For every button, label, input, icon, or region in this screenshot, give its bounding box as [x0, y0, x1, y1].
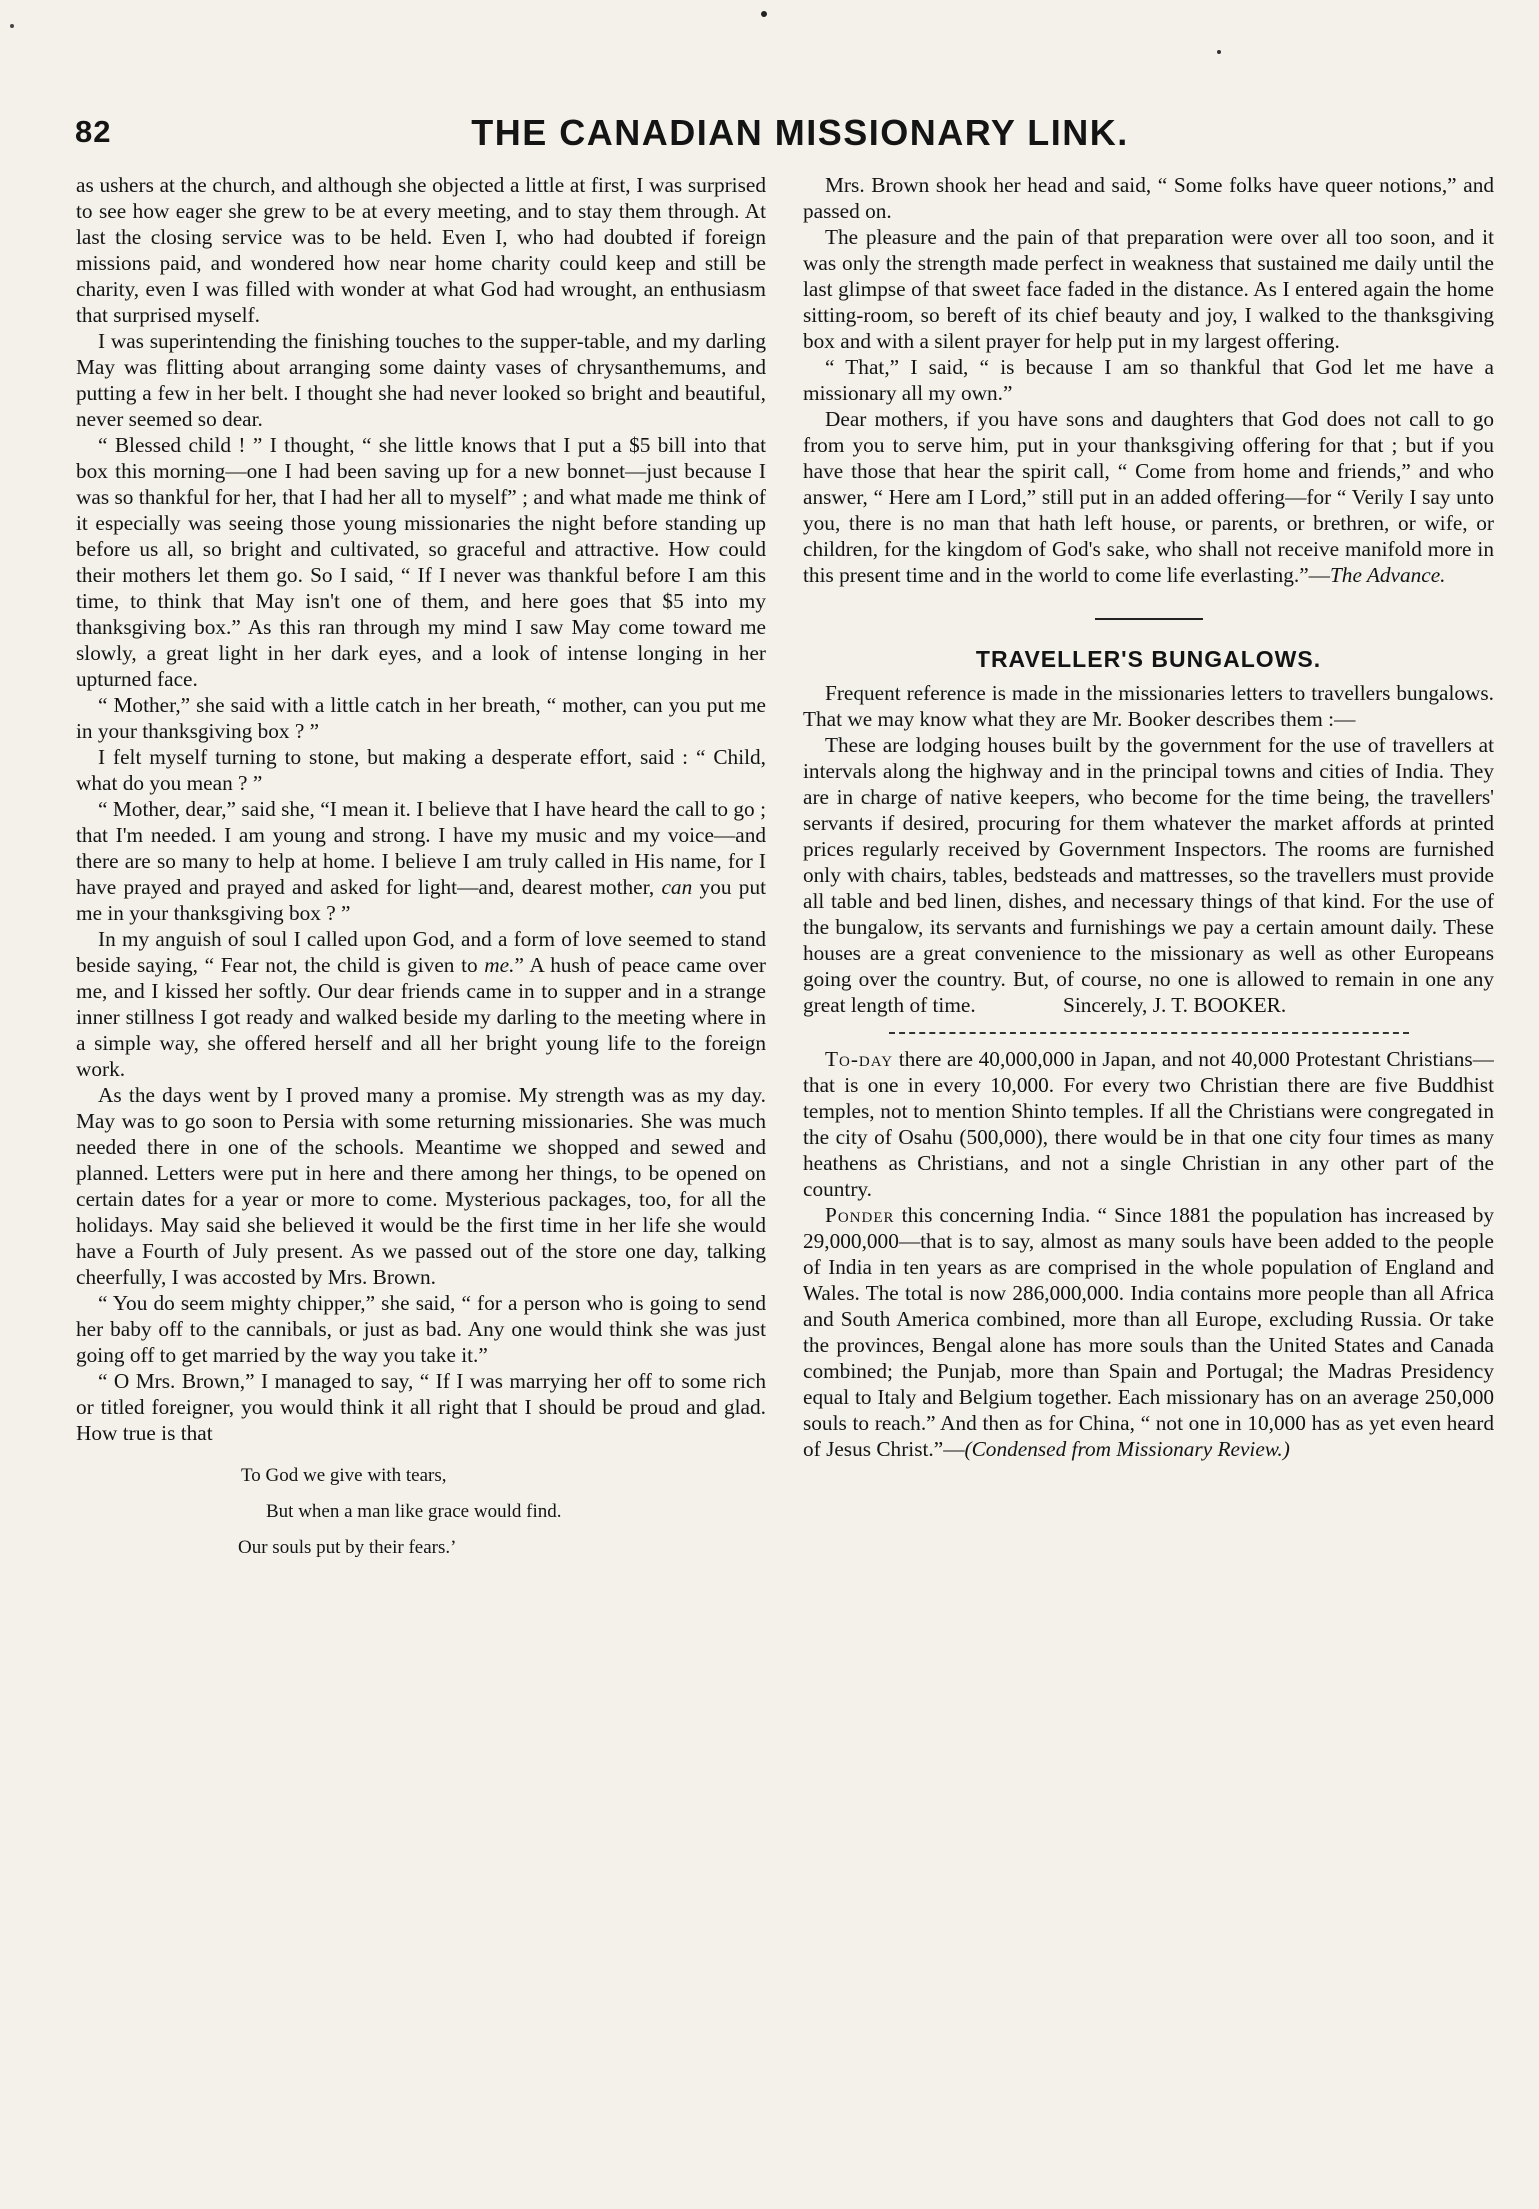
verse: [76, 1458, 766, 1566]
signoff: Sincerely, J. T. BOOKER.: [1063, 993, 1287, 1017]
page-number: 82: [75, 114, 112, 149]
paragraph: As the days went by I proved many a promise. My strength was as my day. May was to go soon to Persia with some returning missionaries. She was much needed there in one of the schools. Meantime we shopped and sewed and planned. Letters were put in here and there among her things, to be opened on certain dates for a year or more to come. Mysterious packages, too, for all the holidays. May said she believed it would be the first time in her life she would have a Fourth of July present. As we passed out of the store one day, talking cheerfully, I was accosted by Mrs. Brown.: [76, 1083, 766, 1289]
text-run: you put me in your thanksgiving box ? ”: [76, 875, 766, 925]
paragraph: “ You do seem mighty chipper,” she said, “ for a person who is going to send her baby off to the cannibals, or just as bad. Any one would think she was just going off to get married by the way you take it.”: [76, 1291, 766, 1367]
paragraph: [76, 796, 766, 926]
text-run: there are 40,000,000 in Japan, and not 40,000 Protestant Christians—that is one in every 10,000. For every two Christian there are five Buddhist temples, not to mention Shinto temples. If all the Christians were congregated in the city of Osahu (500,000), there would be in that one city four times as many heathens as Christians, and not a single Christian in any other part of the country.: [803, 1047, 1494, 1201]
paragraph: Frequent reference is made in the missionaries letters to travellers bungalows. That we may know what they are Mr. Booker describes them :—: [803, 681, 1494, 731]
journal-title: THE CANADIAN MISSIONARY LINK.: [471, 112, 1129, 153]
lead-word: To-day: [825, 1047, 894, 1071]
paragraph: “ Blessed child ! ” I thought, “ she little knows that I put a $5 bill into that box this morning—one I had been saving up for a new bonnet—just because I was so thankful for her, that I had her all to myself” ; and what made me think of it especially was seeing those young missionaries the night before standing up before us all, so bright and cultivated, so graceful and attractive. How could their mothers let them go. So I said, “ If I never was thankful before I am this time, to think that May isn't one of them, and here goes that $5 into my thanksgiving box.” As this ran through my mind I saw May come toward me slowly, a great light in her dark eyes, and a look of intense longing in her upturned face.: [76, 433, 766, 691]
paragraph: I was superintending the finishing touches to the supper-table, and my darling May was flitting about arranging some dainty vases of chrysanthemums, and putting a few in her belt. I thought she had never looked so bright and beautiful, never seemed so dear.: [76, 329, 766, 431]
paragraph: Mrs. Brown shook her head and said, “ Some folks have queer notions,” and passed on.: [803, 173, 1494, 223]
italic-text: The Advance.: [1329, 563, 1446, 587]
paragraph: “ That,” I said, “ is because I am so thankful that God let me have a missionary all my own.”: [803, 355, 1494, 405]
paragraph: I felt myself turning to stone, but making a desperate effort, said : “ Child, what do you mean ? ”: [76, 745, 766, 795]
verse-line: Our souls put by their fears.’: [238, 1537, 457, 1558]
italic-text: (Condensed from Missionary Review.): [964, 1437, 1290, 1461]
text-run: These are lodging houses built by the government for the use of travellers at intervals along the highway and in the principal towns and cities of India. They are in charge of native keepers, who become for the time being, the travellers' servants if desired, procuring for them whatever the market affords at printed prices regularly received by Government Inspectors. The rooms are furnished only with chairs, tables, bedsteads and mattresses, so the travellers must provide all table and bed linen, dishes, and necessary things of that kind. For the use of the bungalow, its servants and furnishings we pay a certain amount daily. These houses are a great convenience to the missionary as well as other Europeans going over the country. But, of course, no one is allowed to remain in one any great length of time.: [803, 733, 1494, 1017]
dashed-divider: [889, 1032, 1409, 1034]
section-heading: TRAVELLER'S BUNGALOWS.: [975, 646, 1322, 672]
paragraph: The pleasure and the pain of that preparation were over all too soon, and it was only the strength made perfect in weakness that sustained me daily until the last glimpse of that sweet face faded in the distance. As I entered again the home sitting-room, so bereft of its chief beauty and joy, I walked to the thanksgiving box and with a silent prayer for help put in my largest offering.: [803, 225, 1494, 353]
paragraph: [76, 926, 766, 1082]
scan-specks: [0, 0, 1539, 120]
text-run: ” A hush of peace came over me, and I kissed her softly. Our dear friends came in to supper and in a strange inner stillness I got ready and walked beside my darling to the meeting where in a simple way, she offered herself and all her bright young life to the foreign work.: [76, 953, 766, 1081]
paragraph: [803, 1046, 1494, 1202]
section-divider: [1095, 618, 1203, 620]
text-run: In my anguish of soul I called upon God, and a form of love seemed to stand beside saying, “ Fear not, the child is given to: [76, 927, 766, 977]
verse-line: To God we give with tears,: [241, 1465, 447, 1486]
paragraph: [803, 732, 1494, 1018]
text-run: “ Mother, dear,” said she, “I mean it. I believe that I have heard the call to go ; that I'm needed. I am young and strong. I have my music and my voice—and there are so many to help at home. I believe I am truly called in His name, for I have prayed and prayed and asked for light—and, dearest mother,: [76, 797, 766, 899]
paragraph: [803, 406, 1494, 588]
verse-line: But when a man like grace would find.: [266, 1501, 562, 1522]
left-column: [76, 172, 766, 2192]
italic-text: can: [661, 875, 693, 899]
paragraph: [803, 1202, 1494, 1462]
text-run: this concerning India. “ Since 1881 the population has increased by 29,000,000—that is to say, almost as many souls have been added to the people of India in ten years as are comprised in the whole population of England and Wales. The total is now 286,000,000. India contains more people than all Africa and South America combined, more than all Europe, excluding Russia. Or take the provinces, Bengal alone has more souls than the United States and Canada combined; the Punjab, more than Spain and Portugal; the Madras Presidency equal to Italy and Belgium together. Each missionary has on an average 250,000 souls to reach.” And then as for China, “ not one in 10,000 has as yet even heard of Jesus Christ.”—: [803, 1203, 1494, 1461]
lead-word: Ponder: [825, 1203, 895, 1227]
paragraph: as ushers at the church, and although she objected a little at first, I was surprised to see how eager she grew to be at every meeting, and to stay them through. At last the closing service was to be held. Even I, who had doubted if foreign missions paid, and wondered how near home charity could keep and still be charity, even I was filled with wonder at what God had wrought, an enthusiasm that surprised myself.: [76, 173, 766, 327]
paragraph: “ Mother,” she said with a little catch in her breath, “ mother, can you put me in your thanksgiving box ? ”: [76, 693, 766, 743]
right-column: [803, 172, 1494, 2192]
text-run: Dear mothers, if you have sons and daughters that God does not call to go from you to serve him, put in your thanksgiving offering for that ; but if you have those that hear the spirit call, “ Come from home and friends,” and who answer, “ Here am I Lord,” still put in an added offering—for “ Verily I say unto you, there is no man that hath left house, or parents, or brethren, or wife, or children, for the kingdom of God's sake, who shall not receive manifold more in this present time and in the world to come life everlasting.”—: [803, 407, 1494, 587]
paragraph: “ O Mrs. Brown,” I managed to say, “ If I was marrying her off to some rich or titled foreigner, you would think it all right that I should be proud and glad. How true is that: [76, 1369, 766, 1445]
italic-text: me.: [484, 953, 515, 977]
page-header: [75, 108, 1495, 168]
